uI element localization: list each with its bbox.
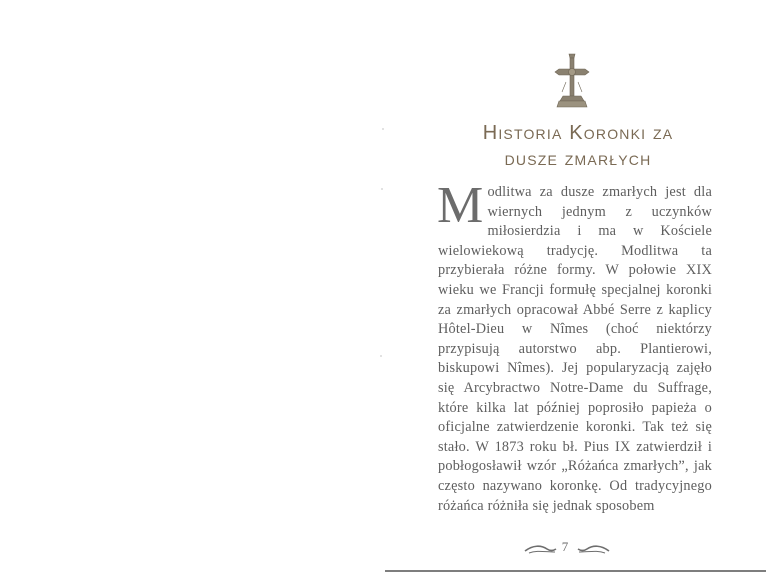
- right-page: [383, 0, 766, 577]
- page-number: 7: [561, 539, 569, 554]
- bottom-rule: [385, 570, 766, 572]
- chapter-title-line-2: dusze zmarłych: [504, 148, 652, 170]
- flourish-right-icon: [577, 543, 611, 555]
- paper-speck: [380, 355, 382, 357]
- ornate-cross-icon: [549, 52, 595, 110]
- chapter-title: [423, 120, 733, 172]
- body-paragraph: [437, 177, 712, 516]
- chapter-title-line-1: Historia Koronki za: [482, 122, 674, 144]
- paragraph-text: odlitwa za dusze zmarłych jest dla wiernych jednym z uczynków miłosierdzia i ma w Kościele wielowiekową tradycję. Modlitwa ta przybierała różne formy. W połowie XIX wieku we Francji formułę specjalnej koronki za zmarłych opracował Abbé Serre z kaplicy Hôtel-Dieu w Nîmes (choć niektórzy przypisują autorstwo abp. Plantierowi, biskupowi Nîmes). Jej popularyzacją zajęło się Arcybractwo Notre-Dame du Suffrage, które kilka lat później poprosiło papieża o oficjalne zatwierdzenie koronki. Tak też się stało. W 1873 roku bł. Pius IX zatwierdził i pobłogosławił wzór „Różańca zmarłych”, jak często nazywano koronkę. Od tradycyjnego różańca różniła się jednak sposobem: [438, 184, 712, 514]
- page-footer: [383, 537, 766, 561]
- drop-cap: M: [437, 177, 484, 234]
- flourish-left-icon: [523, 543, 557, 555]
